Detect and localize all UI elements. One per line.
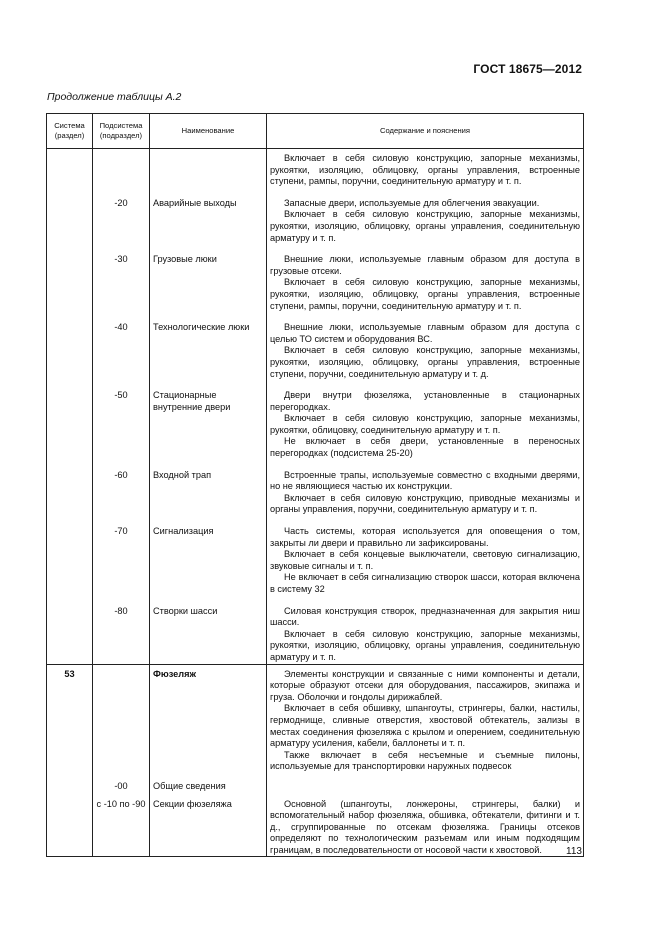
item-name-cell: Створки шасси <box>150 596 267 664</box>
table-row <box>47 793 584 857</box>
table-row <box>47 312 584 380</box>
content-paragraph: Включает в себя силовую конструкцию, запорные механизмы, рукоятки, облицовку, соединительную арматуру и т. п. <box>270 413 580 435</box>
content-paragraph: Двери внутри фюзеляжа, установленные в стационарных перегородках. <box>270 390 580 412</box>
subsystem-code-cell <box>93 149 150 188</box>
content-paragraph: Силовая конструкция створок, предназначенная для закрытия ниш шасси. <box>270 605 580 628</box>
subsystem-code-cell: -40 <box>93 312 150 380</box>
content-paragraph: Запасные двери, используемые для облегчения эвакуации. <box>284 197 540 208</box>
content-cell <box>267 664 584 773</box>
content-cell <box>267 312 584 380</box>
table-row <box>47 460 584 516</box>
table-row <box>47 149 584 188</box>
item-name-cell: Секции фюзеляжа <box>150 793 267 857</box>
content-paragraph: Включает в себя силовую конструкцию, запорные механизмы, рукоятки, изоляцию, облицовку, органы управления, соединительную арматуру и т. п. <box>270 209 580 243</box>
subsystem-code-cell: -30 <box>93 244 150 312</box>
table-header-row <box>47 114 584 149</box>
item-name-cell <box>150 149 267 188</box>
content-paragraph: Включает в себя силовую конструкцию, приводные механизмы и органы управления, поручни, соединительную арматуру и т. п. <box>270 492 580 515</box>
col-header-subsystem: Подсистема (подраздел) <box>93 114 150 149</box>
subsystem-code-cell: -00 <box>93 773 150 793</box>
item-name-cell: Грузовые люки <box>150 244 267 312</box>
table-row <box>47 773 584 793</box>
table-row <box>47 188 584 244</box>
col-header-system: Система (раздел) <box>47 114 93 149</box>
item-name-cell: Сигнализация <box>150 516 267 596</box>
subsystem-code-cell: с -10 по -90 <box>93 793 150 857</box>
content-cell <box>267 149 584 188</box>
content-paragraph: Не включает в себя двери, установленные в переносных перегородках (подсистема 25-20) <box>270 436 580 459</box>
content-paragraph: Не включает в себя сигнализацию створок шасси, которая включена в систему 32 <box>270 572 580 594</box>
subsystem-code-cell <box>93 664 150 773</box>
system-code-cell <box>47 312 93 380</box>
content-paragraph: Включает в себя концевые выключатели, световую сигнализацию, звуковые сигналы и т. п. <box>270 549 580 571</box>
content-paragraph: Включает в себя силовую конструкцию, запорные механизмы, рукоятки, изоляцию, облицовку, органы управления, соединительную арматуру и т. п. <box>270 628 580 662</box>
system-code-cell <box>47 793 93 857</box>
table-row <box>47 244 584 312</box>
system-code-cell <box>47 149 93 188</box>
content-cell <box>267 596 584 664</box>
table-row <box>47 596 584 664</box>
table-row <box>47 664 584 773</box>
system-code-cell: 53 <box>47 664 93 773</box>
content-cell <box>267 516 584 596</box>
table-row <box>47 380 584 460</box>
content-cell <box>267 793 584 857</box>
table-body <box>47 149 584 857</box>
system-code-cell <box>47 516 93 596</box>
item-name-cell: Технологические люки <box>150 312 267 380</box>
system-code-cell <box>47 460 93 516</box>
item-name-cell: Стационарные внутренние двери <box>150 380 267 460</box>
content-cell <box>267 244 584 312</box>
content-paragraph: Включает в себя обшивку, шпангоуты, стрингеры, балки, настилы, гермоднище, сливные отверстия, хвостовой обтекатель, зализы в местах соединения фюзеляжа с крылом и оперением, соединительную арматуру усиления, кабели, баллонеты и т. п. <box>270 703 580 749</box>
classification-table <box>46 113 584 857</box>
system-code-cell <box>47 380 93 460</box>
content-paragraph: Внешние люки, используемые главным образом для доступа с целью ТО систем и оборудования ВС. <box>270 322 580 344</box>
item-name-cell: Фюзеляж <box>150 664 267 773</box>
table-row <box>47 516 584 596</box>
content-paragraph: Часть системы, которая используется для оповещения о том, закрыты ли двери и правильно ли зафиксированы. <box>270 526 580 548</box>
content-cell <box>267 460 584 516</box>
content-cell <box>267 188 584 244</box>
system-code-cell <box>47 773 93 793</box>
content-paragraph: Элементы конструкции и связанные с ними компоненты и детали, которые образуют отсеки для оборудования, пассажиров, экипажа и груза. Оболочки и гондолы дирижаблей. <box>270 668 580 702</box>
content-paragraph: Встроенные трапы, используемые совместно с входными дверями, но не являющиеся частью их конструкции. <box>270 469 580 492</box>
subsystem-code-cell: -80 <box>93 596 150 664</box>
subsystem-code-cell: -50 <box>93 380 150 460</box>
subsystem-code-cell: -20 <box>93 188 150 244</box>
page-number: 113 <box>566 846 582 857</box>
content-paragraph: Также включает в себя несъемные и съемные пилоны, используемые для транспортировки наружных подвесок <box>270 749 580 772</box>
col-header-name: Наименование <box>150 114 267 149</box>
content-paragraph: Включает в себя силовую конструкцию, запорные механизмы, рукоятки, изоляцию, облицовку, органы управления, встроенные ступени, рампы, поручни, соединительную арматуру и т. п. <box>270 277 580 311</box>
table-caption: Продолжение таблицы А.2 <box>47 91 182 103</box>
system-code-cell <box>47 244 93 312</box>
item-name-cell: Аварийные выходы <box>150 188 267 244</box>
content-cell <box>267 380 584 460</box>
col-header-content: Содержание и пояснения <box>267 114 584 149</box>
system-code-cell <box>47 596 93 664</box>
subsystem-code-cell: -60 <box>93 460 150 516</box>
system-code-cell <box>47 188 93 244</box>
content-paragraph: Включает в себя силовую конструкцию, запорные механизмы, рукоятки, изоляцию, облицовку, органы управления, встроенные ступени, поручни, соединительную арматуру и т. д. <box>270 345 580 379</box>
content-cell <box>267 773 584 793</box>
subsystem-code-cell: -70 <box>93 516 150 596</box>
content-paragraph: Включает в себя силовую конструкцию, запорные механизмы, рукоятки, изоляцию, облицовку, органы управления, встроенные ступени, рампы, поручни, соединительную арматуру и т. п. <box>270 153 580 187</box>
content-paragraph: Внешние люки, используемые главным образом для доступа в грузовые отсеки. <box>270 254 580 276</box>
content-paragraph: Основной (шпангоуты, лонжероны, стрингеры, балки) и вспомогательный набор фюзеляжа, обшивка, обтекатели, фитинги и т. д., сгруппированные по отсекам фюзеляжа. Границы отсеков определяют по технологическим разъемам или иным подходящим границам, в последовательности от носовой части к хвостовой. <box>270 798 580 855</box>
standard-designation: ГОСТ 18675—2012 <box>473 62 582 76</box>
item-name-cell: Входной трап <box>150 460 267 516</box>
item-name-cell: Общие сведения <box>150 773 267 793</box>
